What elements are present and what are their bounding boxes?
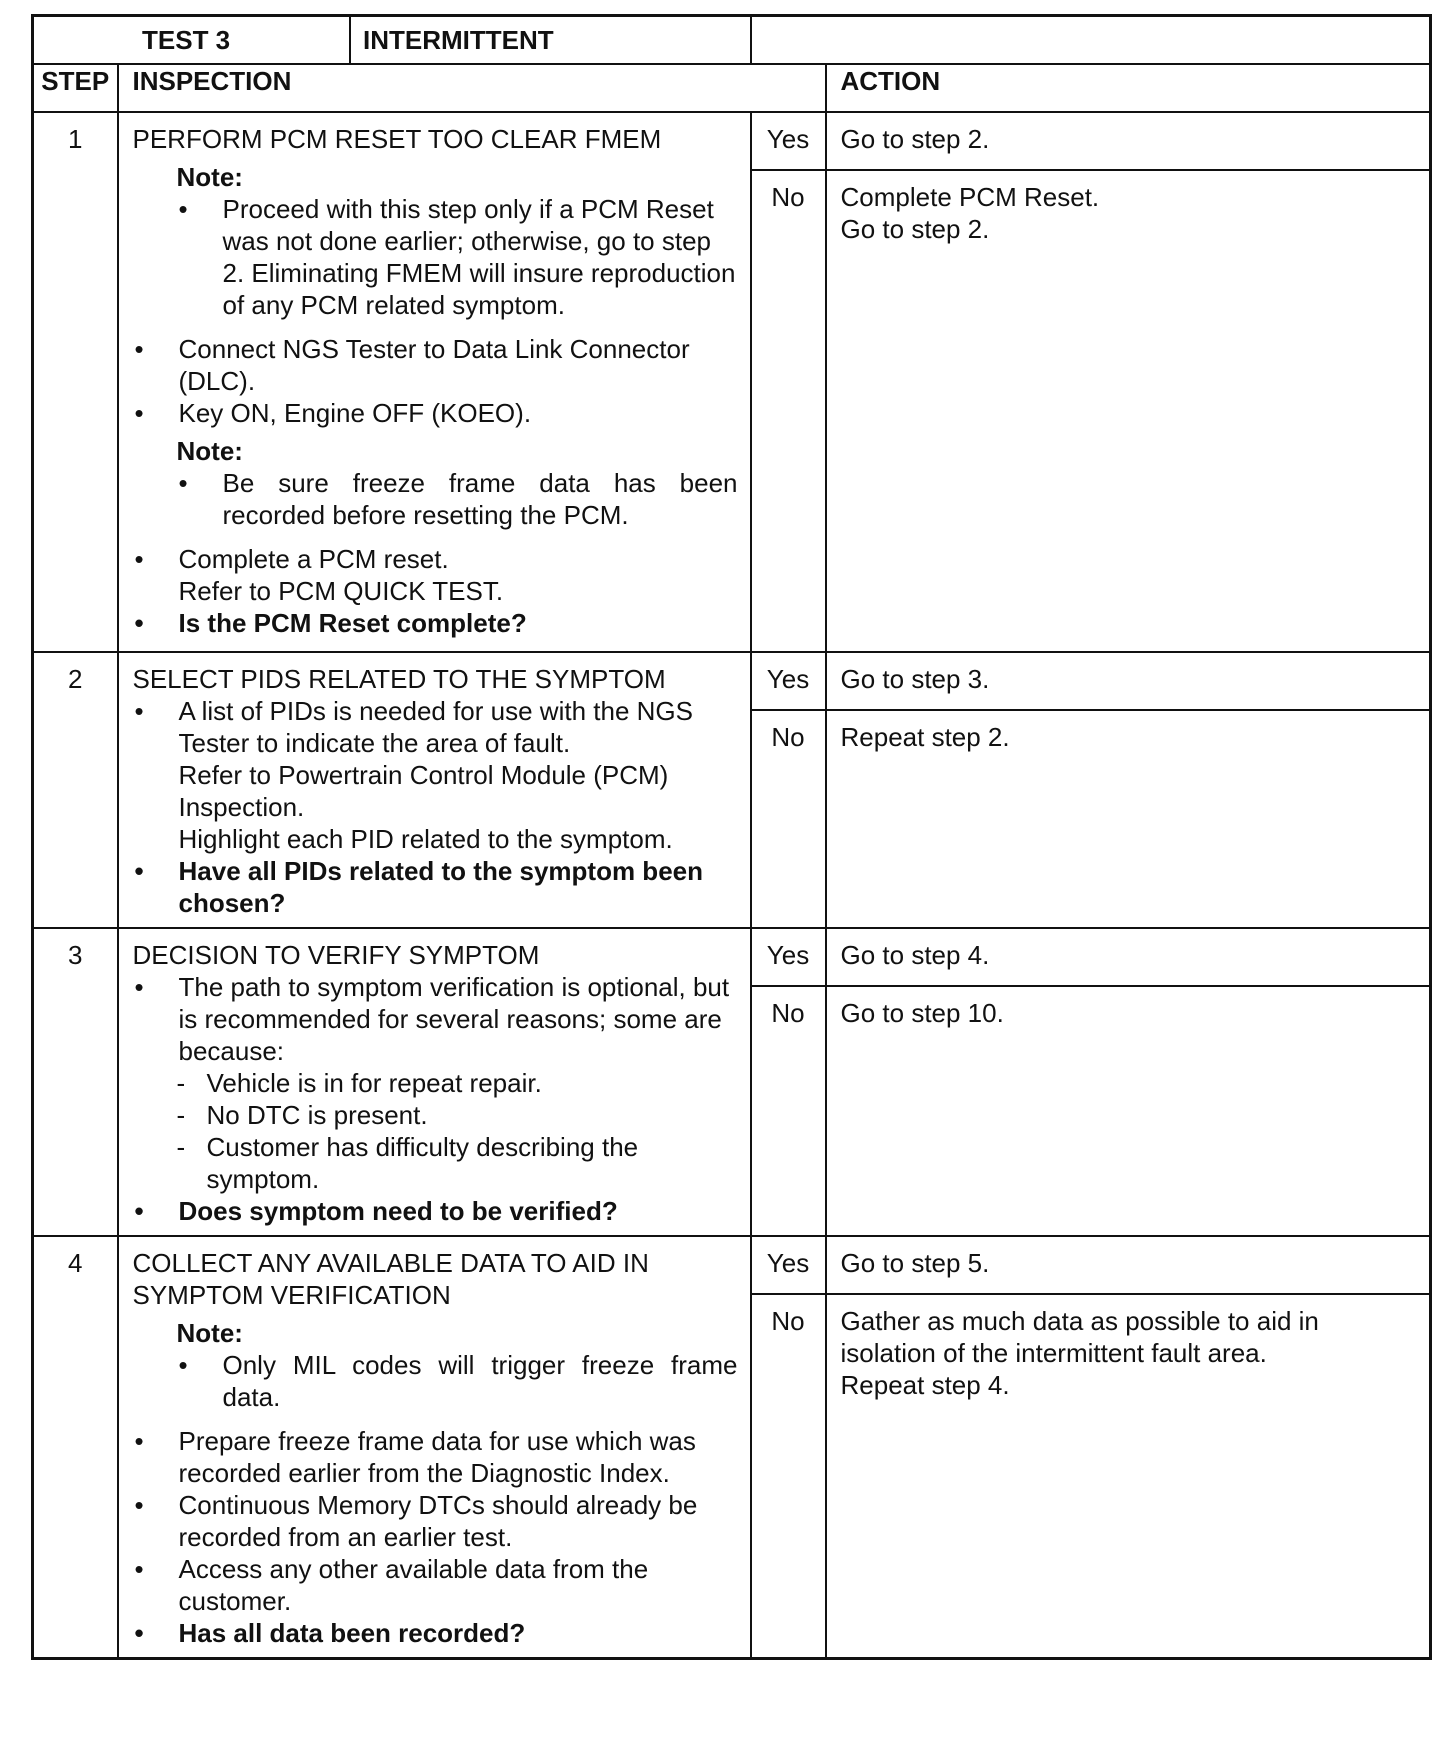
bullet-icon: • xyxy=(134,1618,144,1648)
bullet-icon: • xyxy=(134,1426,144,1456)
no-action: Gather as much data as possible to aid in isolation of the intermittent fault area. Repeat step 4. xyxy=(826,1294,1431,1659)
step-title: SELECT PIDS RELATED TO THE SYMPTOM xyxy=(132,664,666,694)
note-label: Note: xyxy=(176,162,243,192)
no-action: Repeat step 2. xyxy=(826,710,1431,928)
no-label: No xyxy=(751,170,826,652)
yes-label: Yes xyxy=(751,1236,826,1294)
bullet-icon: • xyxy=(134,1554,144,1584)
note-block: Note: • Be sure freeze frame data has been recorded before resetting the PCM. xyxy=(176,436,738,530)
bullet-icon: • xyxy=(178,1350,188,1380)
bullet-icon: • xyxy=(134,608,144,638)
no-action: Go to step 10. xyxy=(826,986,1431,1236)
step-question: • Is the PCM Reset complete? xyxy=(134,608,527,638)
yes-action: Go to step 4. xyxy=(826,928,1431,986)
bullet-icon: • xyxy=(134,972,144,1002)
bullet-icon: • xyxy=(134,334,144,364)
test-label: TEST 3 xyxy=(142,25,231,55)
step-title: DECISION TO VERIFY SYMPTOM xyxy=(132,940,540,970)
step-question: • Does symptom need to be verified? xyxy=(134,1196,618,1226)
bullet-icon: • xyxy=(134,544,144,574)
step-1-inspection xyxy=(118,112,751,652)
no-label: No xyxy=(751,986,826,1236)
test-title: INTERMITTENT xyxy=(363,25,554,55)
step-4-yes-row xyxy=(33,1236,1431,1294)
no-label: No xyxy=(751,1294,826,1659)
step-number: 4 xyxy=(33,1236,118,1659)
step-question: • Has all data been recorded? xyxy=(134,1618,526,1648)
list-item: • Connect NGS Tester to Data Link Connector (DLC). xyxy=(134,334,690,396)
yes-label: Yes xyxy=(751,112,826,170)
sub-list-item: - No DTC is present. xyxy=(176,1100,428,1130)
sub-list-item: - Vehicle is in for repeat repair. xyxy=(176,1068,542,1098)
no-action: Complete PCM Reset. Go to step 2. xyxy=(826,170,1431,652)
step-question: • Have all PIDs related to the symptom been chosen? xyxy=(134,856,703,918)
col-header-action: ACTION xyxy=(826,64,1431,112)
step-2-inspection xyxy=(118,652,751,928)
step-title: COLLECT ANY AVAILABLE DATA TO AID IN SYMPTOM VERIFICATION xyxy=(132,1248,649,1310)
list-item: • Continuous Memory DTCs should already be recorded from an earlier test. xyxy=(134,1490,698,1552)
bullet-icon: • xyxy=(134,1196,144,1226)
bullet-icon: • xyxy=(134,1490,144,1520)
note-block: Note: • Only MIL codes will trigger freeze frame data. xyxy=(176,1318,738,1412)
yes-action: Go to step 5. xyxy=(826,1236,1431,1294)
column-header-row xyxy=(33,64,1431,112)
sub-list-item: - Customer has difficulty describing the symptom. xyxy=(176,1132,639,1194)
bullet-icon: • xyxy=(178,468,188,498)
list-item: • The path to symptom verification is optional, but is recommended for several reasons; some are because: xyxy=(134,972,730,1066)
col-header-inspection: INSPECTION xyxy=(118,64,826,112)
yes-action: Go to step 2. xyxy=(826,112,1431,170)
step-2-yes-row xyxy=(33,652,1431,710)
step-number: 2 xyxy=(33,652,118,928)
step-4-inspection xyxy=(118,1236,751,1659)
note-block: Note: • Proceed with this step only if a PCM Reset was not done earlier; otherwise, go to step 2. Eliminating FMEM will insure reproduction of any PCM related symptom. xyxy=(177,161,738,321)
note-label: Note: xyxy=(176,1318,243,1348)
step-number: 3 xyxy=(33,928,118,1236)
step-1-yes-row xyxy=(33,112,1431,170)
bullet-icon: • xyxy=(134,696,144,726)
no-label: No xyxy=(751,710,826,928)
bullet-icon: • xyxy=(134,856,144,886)
yes-action: Go to step 3. xyxy=(826,652,1431,710)
step-3-yes-row xyxy=(33,928,1431,986)
test-title-row xyxy=(33,16,1431,65)
yes-label: Yes xyxy=(751,928,826,986)
step-3-inspection xyxy=(118,928,751,1236)
bullet-icon: • xyxy=(178,194,188,224)
step-number: 1 xyxy=(33,112,118,652)
yes-label: Yes xyxy=(751,652,826,710)
intermittent-test-table xyxy=(31,14,1432,1660)
list-item: • Access any other available data from the customer. xyxy=(134,1554,649,1616)
note-label: Note: xyxy=(176,436,243,466)
col-header-step: STEP xyxy=(33,64,118,112)
step-title: PERFORM PCM RESET TOO CLEAR FMEM xyxy=(132,124,662,154)
list-item: • Prepare freeze frame data for use which was recorded earlier from the Diagnostic Index. xyxy=(134,1426,696,1488)
diagnostic-procedure-page xyxy=(31,14,1429,1732)
list-item: • Complete a PCM reset. Refer to PCM QUICK TEST. xyxy=(134,544,504,606)
list-item: • Key ON, Engine OFF (KOEO). xyxy=(134,398,532,428)
bullet-icon: • xyxy=(134,398,144,428)
list-item: • A list of PIDs is needed for use with the NGS Tester to indicate the area of fault. Refer to Powertrain Control Module (PCM) Inspection. Highlight each PID related to the symptom. xyxy=(134,696,693,854)
